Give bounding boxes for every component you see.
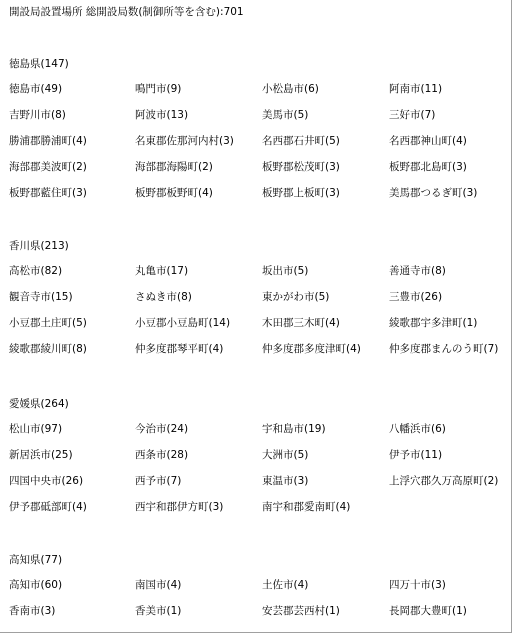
municipality-entry: 八幡浜市(6) (389, 423, 446, 435)
municipality-entry: 西条市(28) (135, 449, 189, 461)
municipality-entry: 小豆郡小豆島町(14) (135, 317, 231, 329)
municipality-entry: 板野郡上板町(3) (262, 187, 340, 199)
municipality-entry: 長岡郡大豊町(1) (389, 605, 467, 617)
municipality-entry: 鳴門市(9) (135, 83, 182, 95)
municipality-entry: 綾歌郡宇多津町(1) (389, 317, 478, 329)
municipality-entry: 土佐市(4) (262, 579, 309, 591)
municipality-entry: 四万十市(3) (389, 579, 446, 591)
prefecture-title: 香川県(213) (9, 240, 69, 252)
municipality-entry: 板野郡藍住町(3) (9, 187, 87, 199)
municipality-entry: さぬき市(8) (135, 291, 192, 303)
municipality-entry: 仲多度郡琴平町(4) (135, 343, 224, 355)
municipality-entry: 四国中央市(26) (9, 475, 84, 487)
municipality-entry: 観音寺市(15) (9, 291, 73, 303)
municipality-entry: 南宇和郡愛南町(4) (262, 501, 351, 513)
municipality-entry: 香美市(1) (135, 605, 182, 617)
municipality-entry: 高松市(82) (9, 265, 63, 277)
municipality-entry: 香南市(3) (9, 605, 56, 617)
page-header: 開設局設置場所 総開設局数(制御所等を含む):701 (9, 6, 244, 18)
municipality-entry: 東温市(3) (262, 475, 309, 487)
municipality-entry: 名西郡神山町(4) (389, 135, 467, 147)
municipality-entry: 東かがわ市(5) (262, 291, 330, 303)
municipality-entry: 三豊市(26) (389, 291, 443, 303)
municipality-entry: 今治市(24) (135, 423, 189, 435)
municipality-entry: 板野郡北島町(3) (389, 161, 467, 173)
municipality-entry: 海部郡海陽町(2) (135, 161, 213, 173)
municipality-entry: 坂出市(5) (262, 265, 309, 277)
municipality-entry: 高知市(60) (9, 579, 63, 591)
municipality-entry: 徳島市(49) (9, 83, 63, 95)
municipality-entry: 南国市(4) (135, 579, 182, 591)
municipality-entry: 上浮穴郡久万高原町(2) (389, 475, 499, 487)
municipality-entry: 伊予市(11) (389, 449, 443, 461)
municipality-entry: 板野郡板野町(4) (135, 187, 213, 199)
municipality-entry: 松山市(97) (9, 423, 63, 435)
municipality-entry: 綾歌郡綾川町(8) (9, 343, 87, 355)
municipality-entry: 名西郡石井町(5) (262, 135, 340, 147)
municipality-entry: 吉野川市(8) (9, 109, 66, 121)
municipality-entry: 新居浜市(25) (9, 449, 73, 461)
municipality-entry: 板野郡松茂町(3) (262, 161, 340, 173)
prefecture-title: 愛媛県(264) (9, 398, 69, 410)
municipality-entry: 勝浦郡勝浦町(4) (9, 135, 87, 147)
municipality-entry: 小豆郡土庄町(5) (9, 317, 87, 329)
municipality-entry: 阿南市(11) (389, 83, 443, 95)
municipality-entry: 西宇和郡伊方町(3) (135, 501, 224, 513)
municipality-entry: 名東郡佐那河内村(3) (135, 135, 234, 147)
municipality-entry: 美馬郡つるぎ町(3) (389, 187, 478, 199)
municipality-entry: 阿波市(13) (135, 109, 189, 121)
municipality-entry: 大洲市(5) (262, 449, 309, 461)
municipality-entry: 仲多度郡多度津町(4) (262, 343, 361, 355)
municipality-entry: 仲多度郡まんのう町(7) (389, 343, 499, 355)
municipality-entry: 西予市(7) (135, 475, 182, 487)
prefecture-title: 徳島県(147) (9, 58, 69, 70)
municipality-entry: 木田郡三木町(4) (262, 317, 340, 329)
municipality-entry: 三好市(7) (389, 109, 436, 121)
municipality-entry: 善通寺市(8) (389, 265, 446, 277)
prefecture-title: 高知県(77) (9, 554, 63, 566)
municipality-entry: 美馬市(5) (262, 109, 309, 121)
municipality-entry: 安芸郡芸西村(1) (262, 605, 340, 617)
municipality-entry: 伊予郡砥部町(4) (9, 501, 87, 513)
municipality-entry: 小松島市(6) (262, 83, 319, 95)
municipality-entry: 丸亀市(17) (135, 265, 189, 277)
municipality-entry: 宇和島市(19) (262, 423, 326, 435)
municipality-entry: 海部郡美波町(2) (9, 161, 87, 173)
